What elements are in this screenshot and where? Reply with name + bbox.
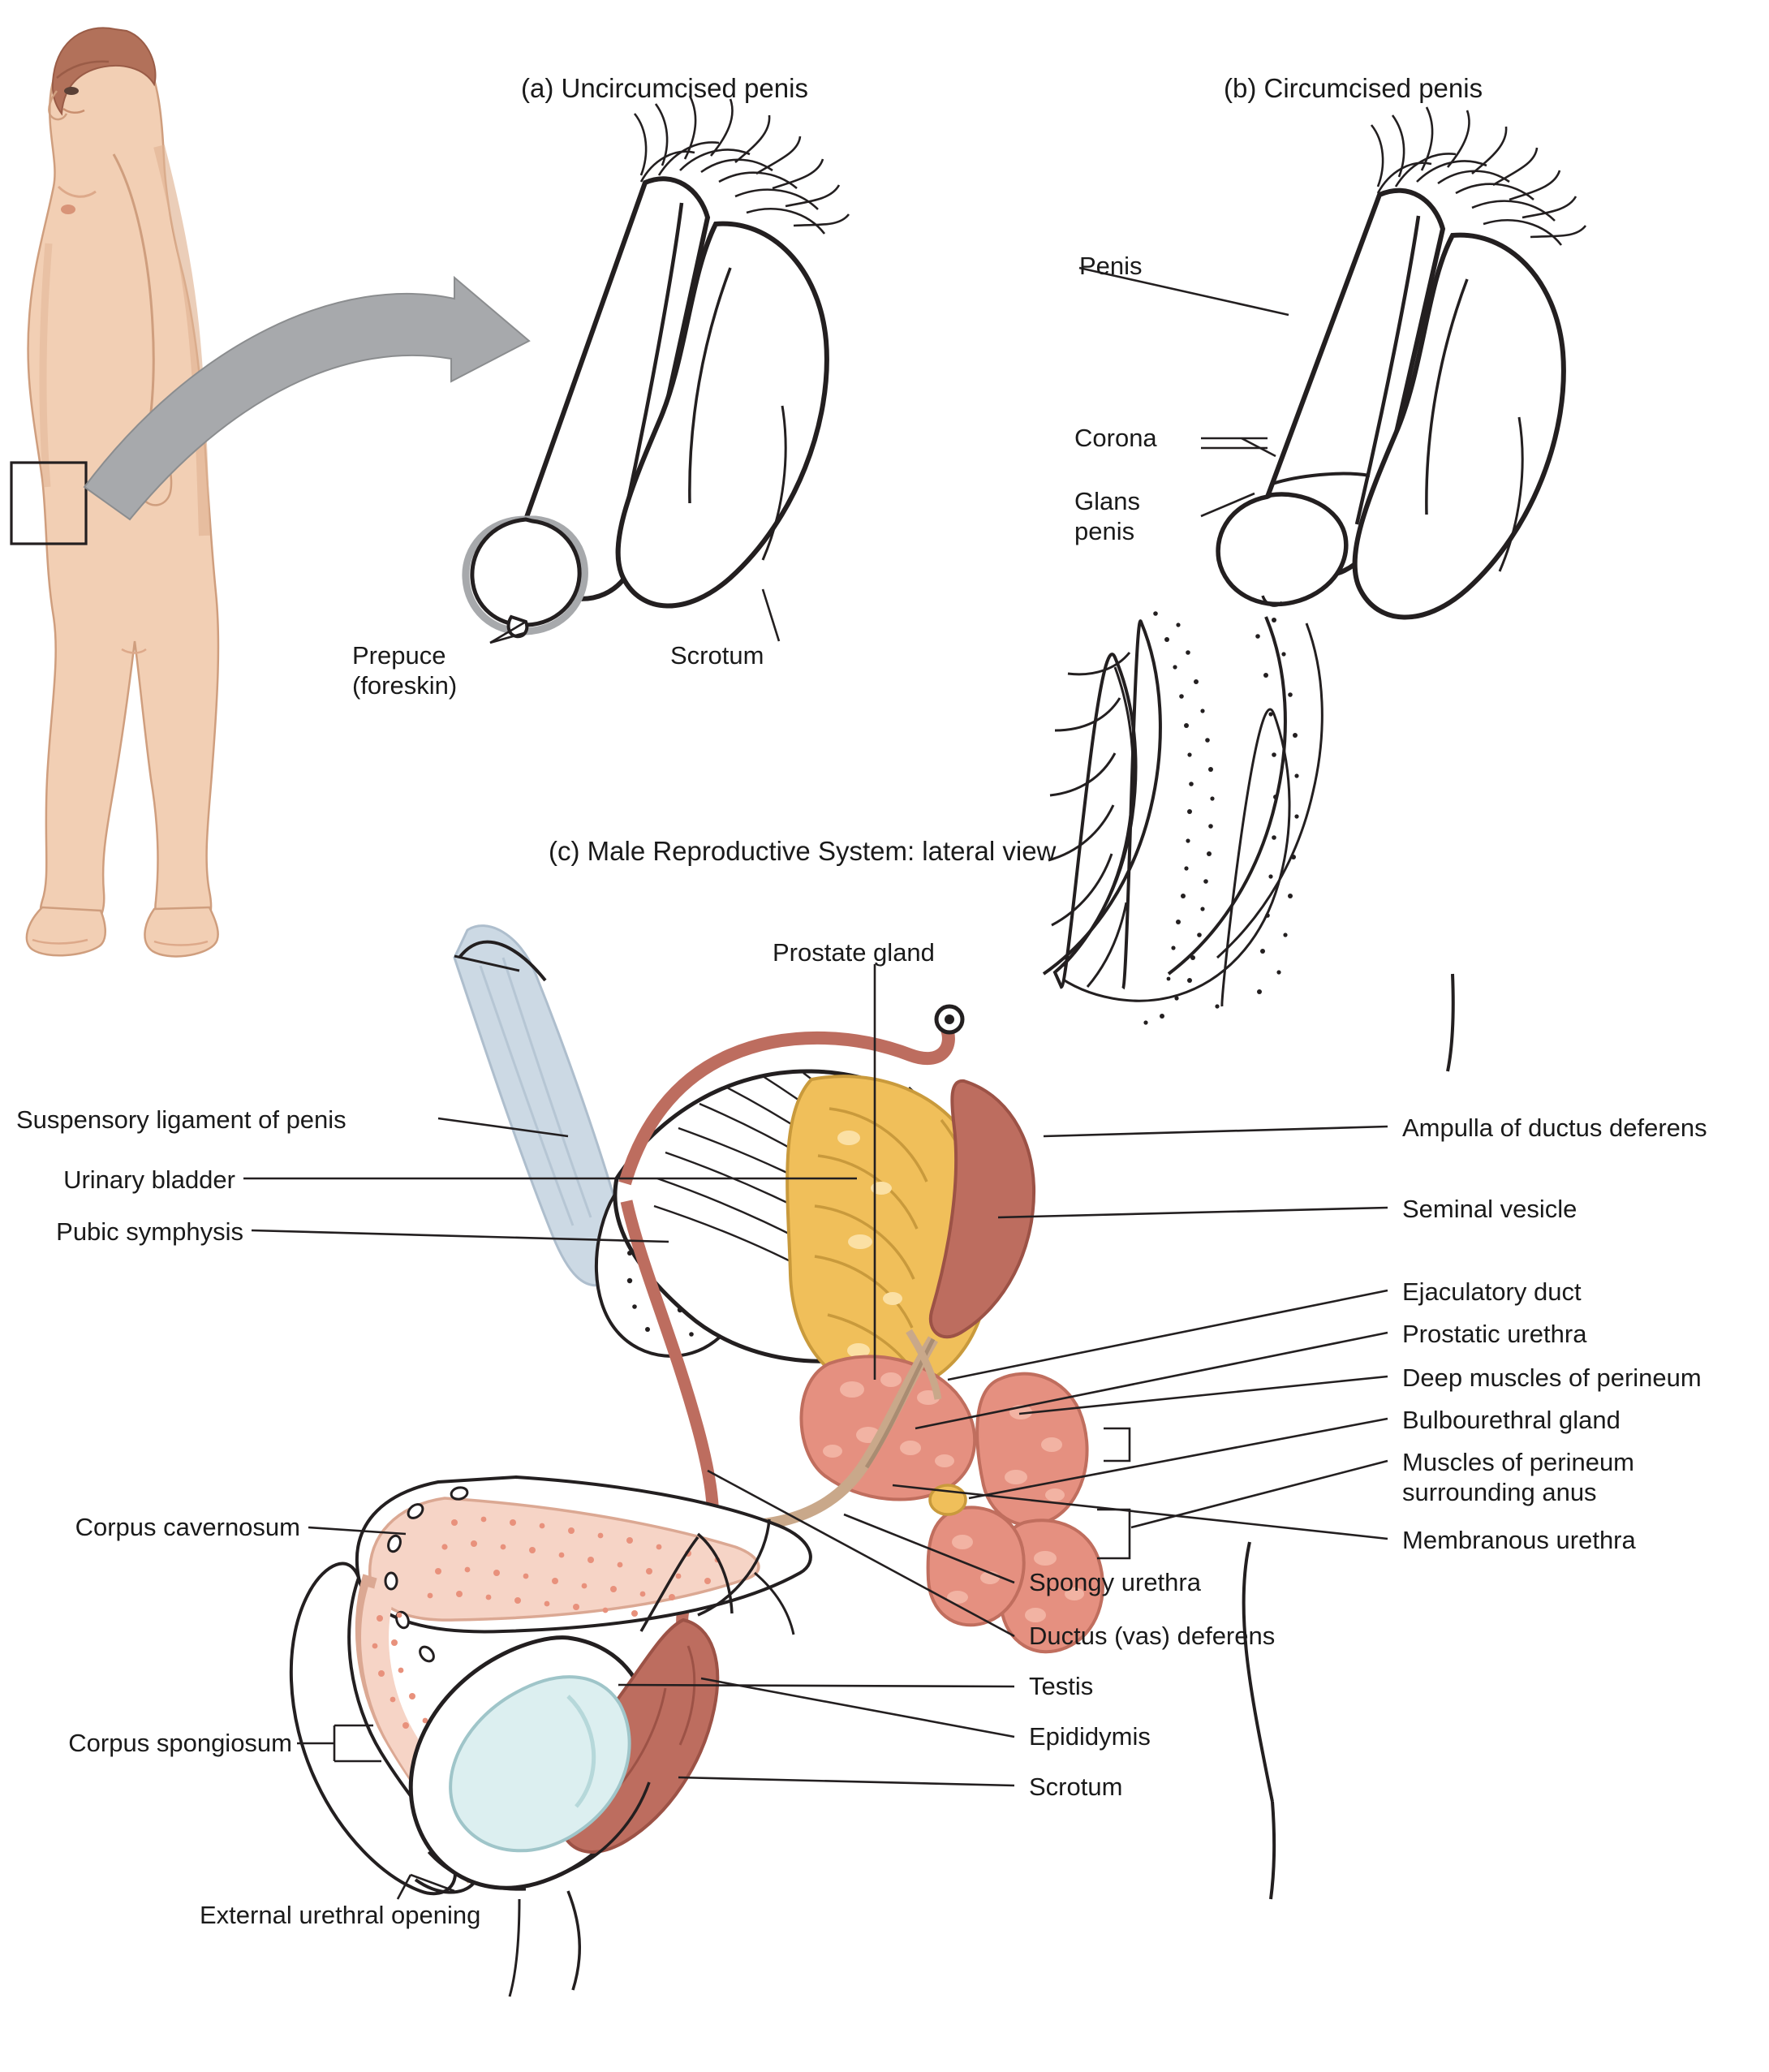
label-prepuce-line1: Prepuce [352, 641, 446, 670]
label-corpus-spongiosum: Corpus spongiosum [68, 1729, 292, 1757]
uncircumcised-penis-illustration [466, 96, 849, 636]
label-glans-penis-line2: penis [1074, 516, 1135, 545]
lateral-view-illustration [243, 589, 1453, 1997]
label-penis: Penis [1079, 252, 1143, 280]
label-seminal-vesicle: Seminal vesicle [1402, 1195, 1577, 1223]
label-ejaculatory-duct: Ejaculatory duct [1402, 1277, 1582, 1306]
label-corpus-cavernosum: Corpus cavernosum [75, 1513, 300, 1541]
label-testis: Testis [1029, 1672, 1094, 1700]
label-spongy-urethra: Spongy urethra [1029, 1568, 1201, 1596]
label-corona: Corona [1074, 424, 1157, 452]
panel-title-b: (b) Circumcised penis [1224, 73, 1483, 103]
label-prostatic-urethra: Prostatic urethra [1402, 1320, 1587, 1348]
label-prostate-gland: Prostate gland [773, 938, 935, 967]
label-membranous-urethra: Membranous urethra [1402, 1526, 1636, 1554]
circumcised-penis-illustration [1079, 107, 1586, 618]
label-muscles-of-perineum-line2: surrounding anus [1402, 1477, 1597, 1506]
label-pubic-symphysis: Pubic symphysis [56, 1217, 243, 1246]
panel-title-a: (a) Uncircumcised penis [521, 73, 808, 103]
label-urinary-bladder: Urinary bladder [63, 1165, 235, 1194]
label-epididymis: Epididymis [1029, 1722, 1151, 1751]
label-prepuce [352, 641, 457, 700]
label-glans-penis [1074, 487, 1140, 546]
label-scrotum-c: Scrotum [1029, 1773, 1123, 1801]
label-suspensory-ligament-of-penis: Suspensory ligament of penis [16, 1105, 346, 1134]
label-bulbourethral-gland: Bulbourethral gland [1402, 1406, 1621, 1434]
label-muscles-of-perineum-line1: Muscles of perineum [1402, 1448, 1635, 1476]
label-ductus-vas-deferens: Ductus (vas) deferens [1029, 1622, 1276, 1650]
label-scrotum-a: Scrotum [670, 641, 764, 670]
label-prepuce-line2: (foreskin) [352, 670, 458, 700]
label-external-urethral-opening: External urethral opening [200, 1901, 481, 1929]
label-deep-muscles-of-perineum: Deep muscles of perineum [1402, 1363, 1702, 1392]
label-glans-penis-line1: Glans [1074, 487, 1140, 515]
panel-title-c: (c) Male Reproductive System: lateral view [549, 836, 1057, 866]
label-muscles-of-perineum-surrounding-anus [1402, 1448, 1634, 1507]
label-ampulla-of-ductus-deferens: Ampulla of ductus deferens [1402, 1114, 1707, 1142]
